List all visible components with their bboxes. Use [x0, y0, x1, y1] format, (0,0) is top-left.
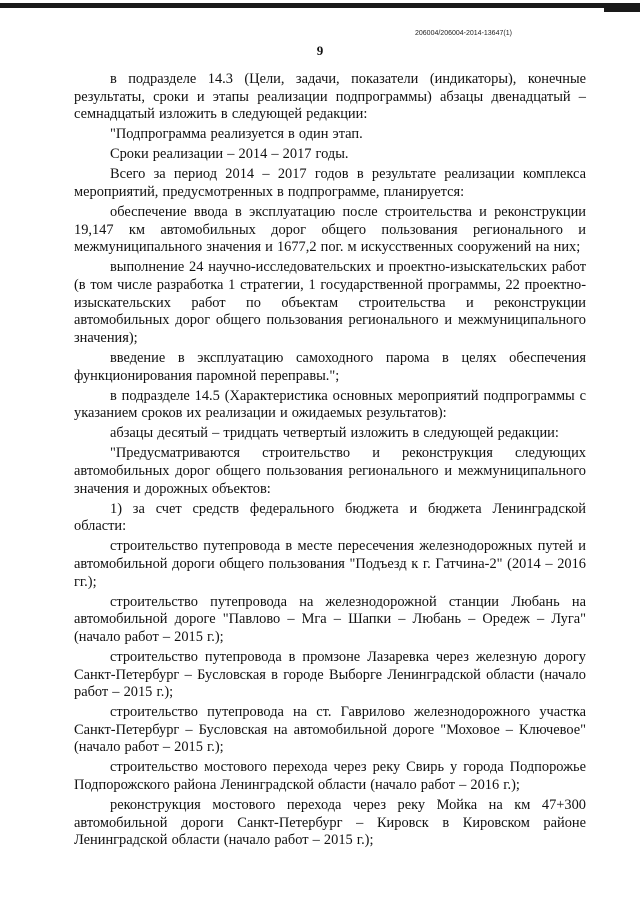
paragraph: выполнение 24 научно-исследовательских и проектно-изыскательских работ (в том числе разработка 1 стратегии, 1 государственной программы, 22 проектно-изыскательских работ по объектам строительства и реконструкции автомобильных дорог общего пользования регионального и межмуниципального значения); — [74, 259, 586, 346]
paragraph: реконструкция мостового перехода через реку Мойка на км 47+300 автомобильной дороги Санкт-Петербург – Кировск в Кировском районе Ленинградской области (начало работ – 2015 г.); — [74, 797, 586, 849]
document-code: 206004/206004-2014-13647(1) — [415, 30, 512, 37]
paragraph: в подразделе 14.5 (Характеристика основных мероприятий подпрограммы с указанием сроков их реализации и ожидаемых результатов): — [74, 387, 586, 422]
paragraph: Всего за период 2014 – 2017 годов в результате реализации комплекса мероприятий, предусмотренных в подпрограмме, планируется: — [74, 166, 586, 201]
paragraph: "Предусматриваются строительство и реконструкция следующих автомобильных дорог общего пользования регионального и межмуниципального значения и дорожных объектов: — [74, 445, 586, 497]
paragraph: строительство путепровода на железнодорожной станции Любань на автомобильной дороге "Павлово – Мга – Шапки – Любань – Оредеж – Луга" (начало работ – 2015 г.); — [74, 593, 586, 645]
paragraph: Сроки реализации – 2014 – 2017 годы. — [110, 146, 349, 163]
paragraph: строительство путепровода в промзоне Лазаревка через железную дорогу Санкт-Петербург – Бусловская в городе Выборге Ленинградской области (начало работ – 2015 г.); — [74, 648, 586, 701]
paragraph: 1) за счет средств федерального бюджета и бюджета Ленинградской области: — [74, 500, 586, 535]
paragraph: строительство путепровода в месте пересечения железнодорожных путей и автомобильной дороги общего пользования "Подъезд к г. Гатчина-2" (2014 – 2016 гг.); — [74, 538, 586, 590]
paragraph: строительство путепровода на ст. Гаврилово железнодорожного участка Санкт-Петербург – Бусловская на автомобильной дороге "Моховое – Ключевое" (начало работ – 2015 г.); — [74, 704, 586, 756]
paragraph: в подразделе 14.3 (Цели, задачи, показатели (индикаторы), конечные результаты, сроки и этапы реализации подпрограммы) абзацы двенадцатый – семнадцатый изложить в следующей редакции: — [74, 71, 586, 123]
page-number: 9 — [316, 43, 324, 58]
document-body — [74, 71, 586, 852]
page-top-border — [0, 3, 640, 8]
paragraph: введение в эксплуатацию самоходного парома в целях обеспечения функционирования паромной переправы."; — [74, 349, 586, 384]
paragraph: строительство мостового перехода через реку Свирь у города Подпорожье Подпорожского района Ленинградской области (начало работ – 2016 г.); — [74, 759, 586, 794]
paragraph: обеспечение ввода в эксплуатацию после строительства и реконструкции 19,147 км автомобильных дорог общего пользования регионального и межмуниципального значения и 1677,2 пог. м искусственных сооружений на них; — [74, 204, 586, 256]
paragraph: "Подпрограмма реализуется в один этап. — [110, 126, 363, 143]
paragraph: абзацы десятый – тридцать четвертый изложить в следующей редакции: — [110, 425, 559, 442]
